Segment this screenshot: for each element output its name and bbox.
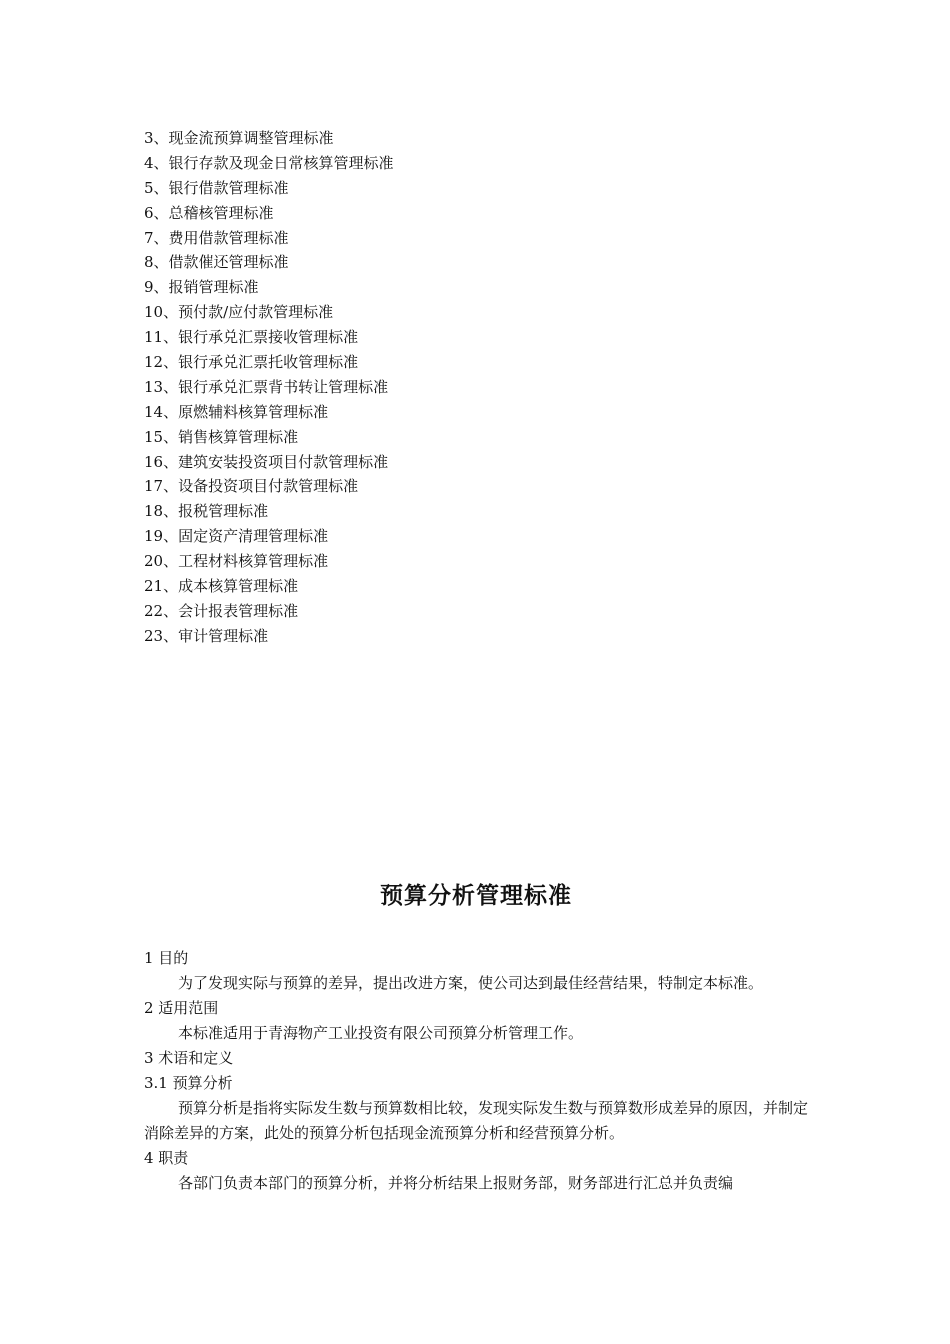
list-item: 17、设备投资项目付款管理标准: [144, 477, 359, 496]
section-heading-scope: 2 适用范围: [144, 999, 219, 1017]
subsection-text-budget-analysis: 预算分析是指将实际发生数与预算数相比较，发现实际发生数与预算数形成差异的原因，并制定消除差异的方案，此处的预算分析包括现金流预算分析和经营预算分析。: [144, 1099, 809, 1142]
list-item: 8、借款催还管理标准: [144, 253, 289, 272]
document-title: 预算分析管理标准: [380, 882, 572, 909]
list-item: 21、成本核算管理标准: [144, 577, 299, 596]
standards-list: [144, 126, 804, 649]
list-item: 16、建筑安装投资项目付款管理标准: [144, 452, 389, 471]
list-item: 23、审计管理标准: [144, 626, 269, 645]
list-item: 6、总稽核管理标准: [144, 203, 274, 222]
list-item: 13、银行承兑汇票背书转让管理标准: [144, 377, 389, 396]
list-item: 22、会计报表管理标准: [144, 601, 299, 620]
section-text-scope: 本标准适用于青海物产工业投资有限公司预算分析管理工作。: [178, 1024, 584, 1042]
section-text-purpose: 为了发现实际与预算的差异，提出改进方案，使公司达到最佳经营结果，特制定本标准。: [178, 974, 764, 992]
list-item: 12、银行承兑汇票托收管理标准: [144, 353, 359, 372]
list-item: 14、原燃辅料核算管理标准: [144, 402, 329, 421]
section-heading-duties: 4 职责: [144, 1149, 189, 1167]
list-item: 3、现金流预算调整管理标准: [144, 129, 334, 147]
list-item: 18、报税管理标准: [144, 502, 269, 521]
list-item: 11、银行承兑汇票接收管理标准: [144, 328, 359, 347]
list-item: 15、销售核算管理标准: [144, 427, 299, 446]
list-item: 10、预付款/应付款管理标准: [144, 303, 334, 322]
section-heading-terms: 3 术语和定义: [144, 1049, 234, 1067]
document-body: [144, 946, 808, 1196]
list-item: 19、固定资产清理管理标准: [144, 527, 329, 546]
subsection-heading-budget-analysis: 3.1 预算分析: [144, 1074, 233, 1092]
section-heading-purpose: 1 目的: [144, 949, 189, 967]
section-text-duties: 各部门负责本部门的预算分析，并将分析结果上报财务部，财务部进行汇总并负责编: [178, 1174, 734, 1192]
list-item: 9、报销管理标准: [144, 278, 259, 297]
list-item: 7、费用借款管理标准: [144, 228, 289, 247]
list-item: 20、工程材料核算管理标准: [144, 552, 329, 571]
list-item: 5、银行借款管理标准: [144, 178, 289, 197]
list-item: 4、银行存款及现金日常核算管理标准: [144, 153, 394, 172]
